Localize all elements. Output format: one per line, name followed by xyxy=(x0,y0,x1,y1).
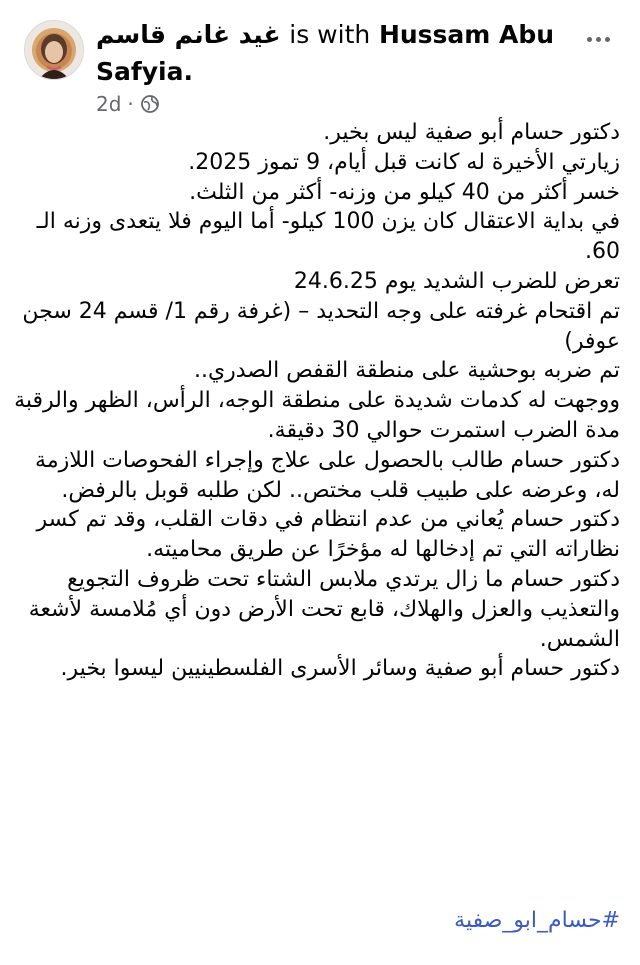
avatar[interactable] xyxy=(24,20,84,80)
more-dot xyxy=(596,37,601,42)
body-paragraph: تعرض للضرب الشديد يوم 24.6.25 xyxy=(293,268,620,294)
meta-separator: · xyxy=(127,92,134,116)
hashtag-link[interactable]: #حسام_ابو_صفية xyxy=(454,908,620,933)
author-line xyxy=(96,16,566,90)
author-name[interactable]: غيد غانم قاسم xyxy=(96,20,281,49)
timestamp[interactable]: 2d xyxy=(96,92,122,116)
body-paragraph: خسر أكثر من 40 كيلو من وزنه- أكثر من الثلث. xyxy=(189,179,620,205)
avatar-image xyxy=(25,21,83,79)
more-dot xyxy=(587,37,592,42)
with-text: is with xyxy=(289,20,371,49)
more-options-button[interactable] xyxy=(580,24,616,54)
body-paragraph: في بداية الاعتقال كان يزن 100 كيلو- أما اليوم فلا يتعدى وزنه الـ 60. xyxy=(36,209,620,265)
body-paragraph: دكتور حسام أبو صفية ليس بخير. xyxy=(323,120,620,145)
post-meta xyxy=(96,92,160,116)
body-paragraph: دكتور حسام يُعاني من عدم انتظام في دقات القلب، وقد تم كسر نظاراته التي تم إدخالها له مؤخرًا عن طريق محاميته. xyxy=(36,507,620,563)
body-paragraph: مدة الضرب استمرت حوالي 30 دقيقة. xyxy=(267,417,620,443)
body-paragraph: دكتور حسام طالب بالحصول على علاج وإجراء الفحوصات اللازمة له، وعرضه على طبيب قلب مختص.. لكن طلبه قوبل بالرفض. xyxy=(35,447,620,503)
body-paragraph: دكتور حسام أبو صفية وسائر الأسرى الفلسطينيين ليسوا بخير. xyxy=(60,656,620,682)
body-paragraph: ووجهت له كدمات شديدة على منطقة الوجه، الرأس، الظهر والرقبة xyxy=(14,388,620,414)
body-paragraph: دكتور حسام ما زال يرتدي ملابس الشتاء تحت ظروف التجويع والتعذيب والعزل والهلاك، قابع تحت الأرض دون أي مُلامسة لأشعة الشمس. xyxy=(28,566,620,652)
more-dot xyxy=(605,37,610,42)
globe-icon xyxy=(140,94,160,114)
tagged-name[interactable]: Hussam Abu Safyia. xyxy=(96,20,555,86)
post-body xyxy=(14,118,620,684)
body-paragraph: تم ضربه بوحشية على منطقة القفص الصدري.. xyxy=(193,358,620,384)
post-header xyxy=(18,14,622,114)
body-paragraph: زيارتي الأخيرة له كانت قبل أيام، 9 تموز 2025. xyxy=(188,149,620,175)
body-paragraph: تم اقتحام غرفته على وجه التحديد – (غرفة رقم 1/ قسم 24 سجن عوفر) xyxy=(22,298,620,354)
